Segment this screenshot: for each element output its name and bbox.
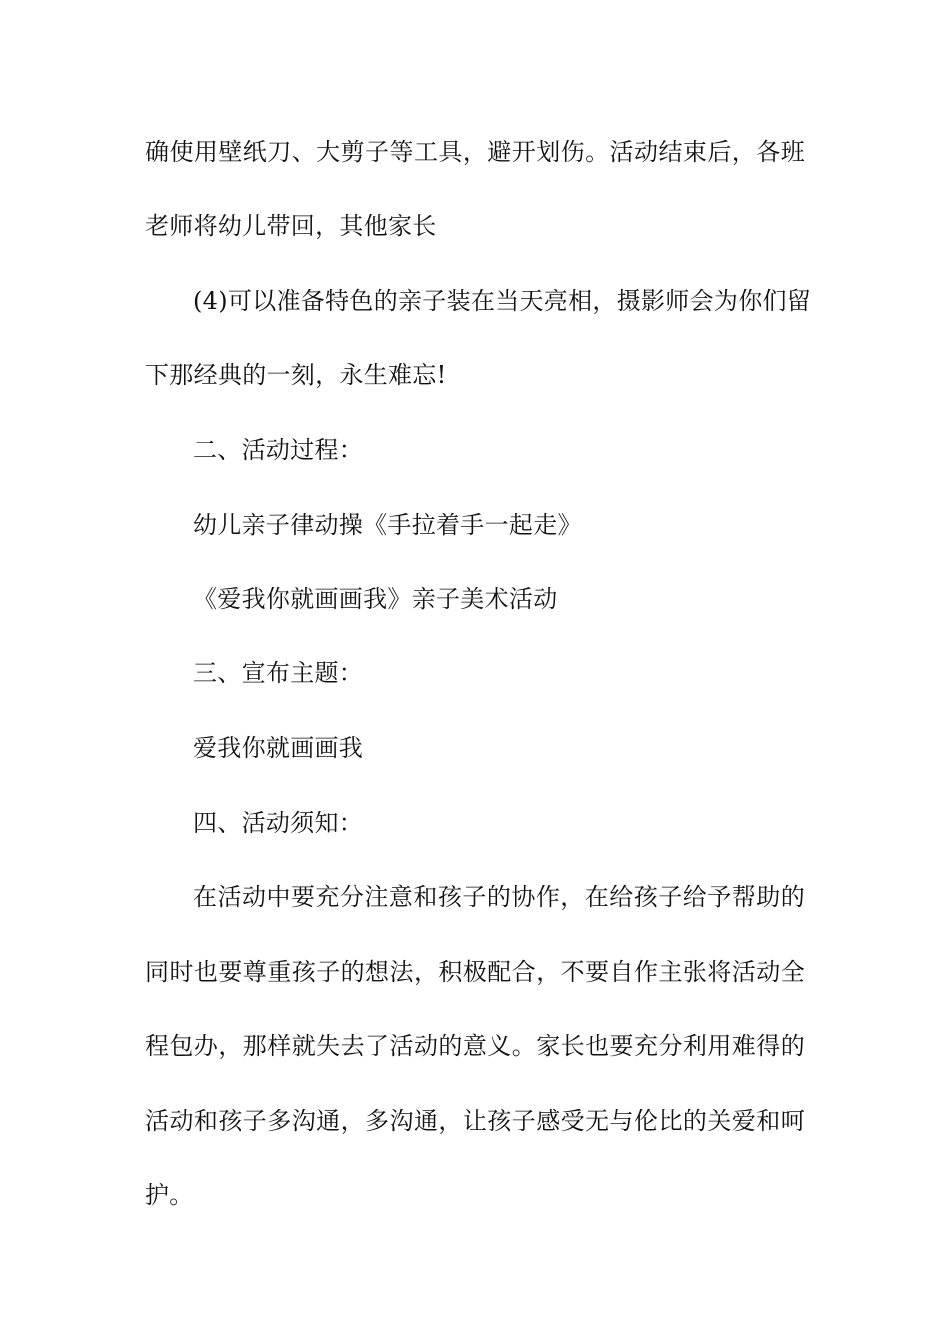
text-line-notice-4: 活动和孩子多沟通，多沟通，让孩子感受无与伦比的关爱和呵: [145, 1107, 805, 1135]
text-line-item-4: (4)可以准备特色的亲子装在当天亮相，摄影师会为你们留: [193, 287, 812, 315]
text-line-process-2: 《爱我你就画画我》亲子美术活动: [193, 585, 558, 613]
text-line-notice-5: 护。: [145, 1181, 194, 1209]
text-line-continuation-end: 老师将幼儿带回，其他家长: [145, 212, 437, 240]
text-line-item-4-end: 下那经典的一刻，永生难忘!: [145, 361, 447, 389]
section-heading-notice: 四、活动须知：: [193, 809, 364, 837]
text-line-notice-2: 同时也要尊重孩子的想法，积极配合，不要自作主张将活动全: [145, 958, 805, 986]
section-heading-process: 二、活动过程：: [193, 436, 364, 464]
text-line-notice-3: 程包办，那样就失去了活动的意义。家长也要充分利用难得的: [145, 1032, 805, 1060]
section-heading-theme: 三、宣布主题：: [193, 659, 364, 687]
text-line-theme: 爱我你就画画我: [193, 734, 364, 762]
text-line-notice-1: 在活动中要充分注意和孩子的协作，在给孩子给予帮助的: [193, 883, 805, 911]
text-line-process-1: 幼儿亲子律动操《手拉着手一起走》: [193, 511, 582, 539]
text-line-continuation: 确使用壁纸刀、大剪子等工具，避开划伤。活动结束后，各班: [145, 138, 805, 166]
